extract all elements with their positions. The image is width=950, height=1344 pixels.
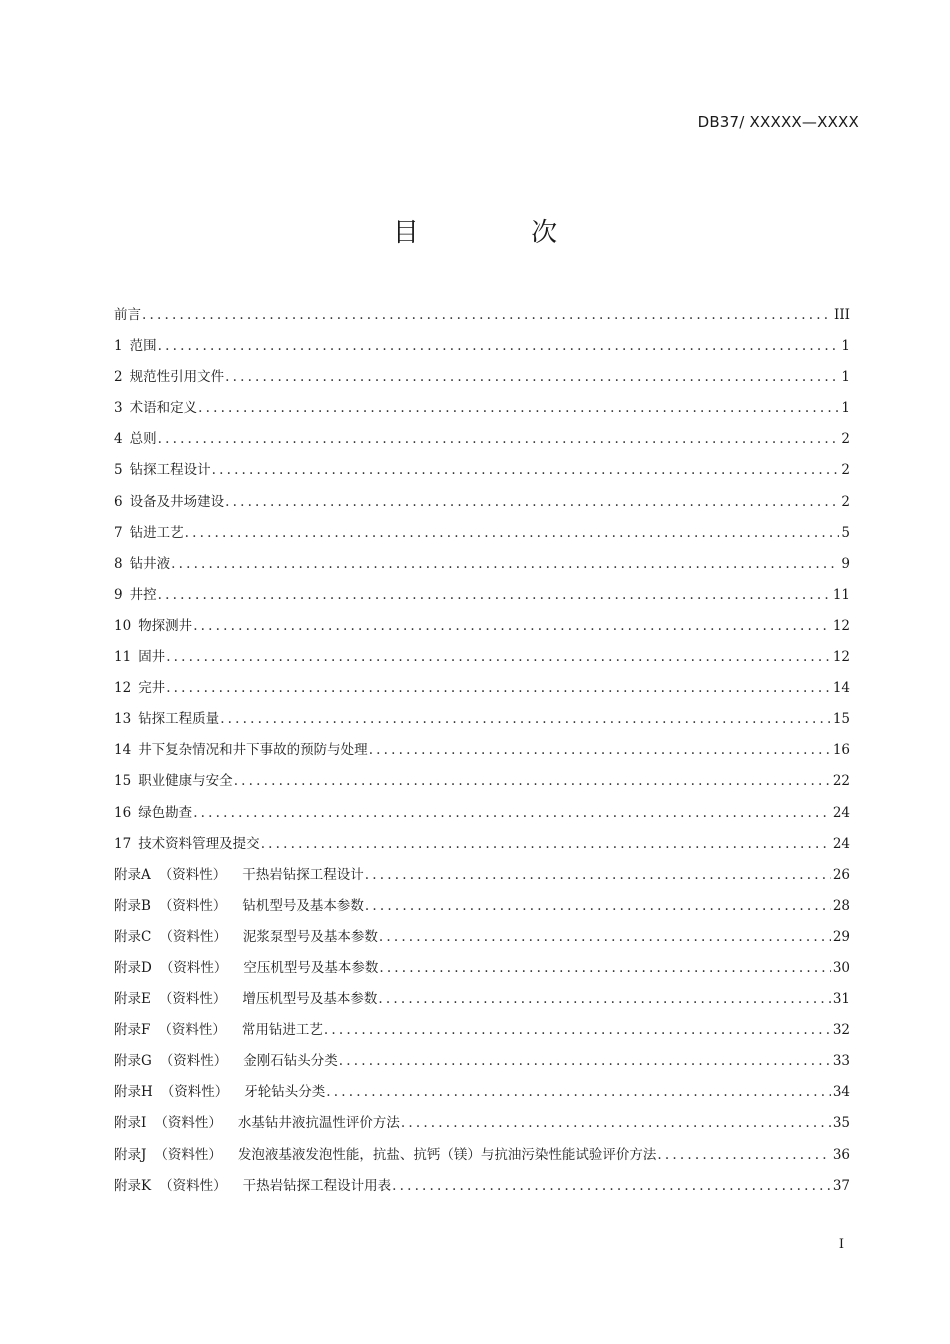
toc-entry-number: 4 [114, 431, 123, 448]
toc-leader-dots [171, 549, 839, 580]
toc-entry-page: 31 [832, 991, 850, 1008]
toc-entry-page: 12 [832, 649, 850, 666]
toc-leader-dots [365, 860, 831, 891]
toc-entry-page: 16 [832, 742, 850, 759]
toc-entry-number: 附录C [114, 928, 152, 945]
toc-entry-number: 6 [114, 493, 123, 510]
toc-entry-page: 12 [832, 617, 850, 634]
toc-entry[interactable] [114, 580, 850, 611]
toc-entry-number: 附录E [114, 991, 151, 1008]
toc-leader-dots [369, 735, 831, 766]
toc-entry-label: 发泡液基液发泡性能，抗盐、抗钙（镁）与抗油污染性能试验评价方法 [237, 1146, 657, 1163]
toc-entry-number: 14 [114, 742, 132, 759]
toc-leader-dots [392, 1171, 831, 1202]
toc-appendix-type: （资料性） [159, 1177, 227, 1194]
toc-entry-page: 22 [832, 773, 850, 790]
toc-appendix-type: （资料性） [158, 897, 227, 914]
toc-entry-page: 26 [832, 866, 850, 883]
toc-appendix-type: （资料性） [158, 866, 227, 883]
toc-entry[interactable] [114, 1140, 850, 1171]
toc-entry[interactable] [114, 362, 850, 393]
toc-leader-dots [401, 1108, 831, 1139]
toc-entry-page: 14 [832, 680, 850, 697]
toc-entry-page: 37 [832, 1177, 850, 1194]
toc-entry-page: 2 [841, 431, 850, 448]
toc-leader-dots [234, 766, 831, 797]
toc-entry-label: 金刚石钻头分类 [243, 1053, 338, 1070]
toc-leader-dots [365, 891, 831, 922]
toc-entry[interactable] [114, 829, 850, 860]
toc-entry[interactable] [114, 798, 850, 829]
toc-entry-label: 物探测井 [138, 617, 193, 634]
document-code: DB37/ XXXXX—XXXX [697, 113, 859, 131]
toc-entry[interactable] [114, 331, 850, 362]
toc-entry-page: 28 [832, 897, 850, 914]
toc-entry-label: 钻机型号及基本参数 [242, 897, 364, 914]
toc-appendix-type: （资料性） [154, 1146, 222, 1163]
toc-leader-dots [378, 984, 830, 1015]
toc-entry-number: 17 [114, 835, 132, 852]
toc-entry-label: 钻探工程设计 [129, 462, 211, 479]
toc-entry-label: 常用钻进工艺 [241, 1022, 323, 1039]
toc-entry-number: 附录B [114, 897, 151, 914]
toc-leader-dots [185, 518, 840, 549]
toc-entry[interactable] [114, 455, 850, 486]
toc-entry[interactable] [114, 766, 850, 797]
toc-entry-label: 牙轮钻头分类 [244, 1084, 326, 1101]
toc-leader-dots [379, 953, 830, 984]
toc-entry-label: 增压机型号及基本参数 [242, 991, 378, 1008]
toc-entry-label: 水基钻井液抗温性评价方法 [237, 1115, 400, 1132]
toc-entry-label: 范围 [129, 338, 157, 355]
toc-leader-dots [324, 1015, 831, 1046]
toc-leader-dots [379, 922, 831, 953]
toc-entry-label: 空压机型号及基本参数 [243, 959, 379, 976]
toc-leader-dots [142, 300, 832, 331]
toc-entry-page: 9 [841, 555, 850, 572]
toc-entry-number: 15 [114, 773, 132, 790]
toc-entry-number: 1 [114, 338, 123, 355]
toc-entry-label: 总则 [129, 431, 157, 448]
toc-leader-dots [158, 424, 840, 455]
toc-entry[interactable] [114, 984, 850, 1015]
toc-entry-page: 24 [832, 804, 850, 821]
toc-entry-label: 设备及井场建设 [129, 493, 225, 510]
toc-entry[interactable] [114, 891, 850, 922]
toc-entry-label: 完井 [138, 680, 166, 697]
toc-appendix-type: （资料性） [159, 1053, 228, 1070]
toc-entry-number: 3 [114, 400, 123, 417]
toc-entry[interactable] [114, 300, 850, 331]
toc-entry[interactable] [114, 393, 850, 424]
toc-entry-page: 2 [841, 462, 850, 479]
toc-appendix-type: （资料性） [160, 1084, 229, 1101]
toc-leader-dots [158, 580, 831, 611]
toc-leader-dots [339, 1046, 831, 1077]
toc-entry-number: 7 [114, 524, 123, 541]
toc-entry-number: 2 [114, 369, 123, 386]
toc-entry-page: 29 [832, 928, 850, 945]
toc-entry-number: 附录J [114, 1146, 147, 1163]
toc-entry-page: 36 [832, 1146, 850, 1163]
toc-leader-dots [166, 642, 831, 673]
toc-entry-page: 15 [832, 711, 850, 728]
toc-entry[interactable] [114, 642, 850, 673]
toc-entry[interactable] [114, 735, 850, 766]
toc-entry-label: 规范性引用文件 [129, 369, 225, 386]
toc-entry-number: 附录F [114, 1022, 151, 1039]
toc-entry[interactable] [114, 953, 850, 984]
toc-leader-dots [657, 1140, 830, 1171]
toc-entry-page: 2 [841, 493, 850, 510]
toc-entry-label: 干热岩钻探工程设计 [242, 866, 364, 883]
toc-entry-label: 干热岩钻探工程设计用表 [242, 1177, 392, 1194]
toc-entry-label: 井下复杂情况和井下事故的预防与处理 [138, 742, 368, 759]
page-number: I [838, 1237, 844, 1252]
toc-entry-page: 1 [841, 369, 850, 386]
toc-entry-label: 井控 [129, 586, 157, 603]
toc-appendix-type: （资料性） [154, 1115, 222, 1132]
toc-leader-dots [225, 362, 839, 393]
toc-entry-number: 附录A [114, 866, 151, 883]
toc-appendix-type: （资料性） [158, 991, 227, 1008]
table-of-contents [114, 300, 850, 1202]
toc-entry-page: 11 [832, 586, 850, 603]
toc-entry[interactable] [114, 860, 850, 891]
toc-entry[interactable] [114, 518, 850, 549]
toc-entry-label: 职业健康与安全 [138, 773, 233, 790]
toc-title: 目 次 [392, 218, 610, 248]
toc-entry-number: 16 [114, 804, 132, 821]
toc-entry-page: 35 [832, 1115, 850, 1132]
toc-entry[interactable] [114, 673, 850, 704]
toc-entry-number: 附录G [114, 1053, 152, 1070]
toc-entry-number: 附录I [114, 1115, 147, 1132]
toc-entry[interactable] [114, 704, 850, 735]
toc-leader-dots [158, 331, 840, 362]
toc-appendix-type: （资料性） [159, 928, 227, 945]
toc-entry[interactable] [114, 549, 850, 580]
toc-leader-dots [193, 798, 831, 829]
toc-entry[interactable] [114, 1077, 850, 1108]
toc-entry[interactable] [114, 922, 850, 953]
toc-appendix-type: （资料性） [159, 959, 228, 976]
toc-entry-number: 11 [114, 649, 132, 666]
toc-leader-dots [220, 704, 831, 735]
toc-entry-page: 30 [832, 959, 850, 976]
toc-entry[interactable] [114, 611, 850, 642]
toc-entry[interactable] [114, 424, 850, 455]
toc-leader-dots [225, 487, 839, 518]
toc-entry-number: 附录D [114, 959, 152, 976]
toc-leader-dots [326, 1077, 831, 1108]
toc-appendix-type: （资料性） [158, 1022, 226, 1039]
toc-entry-label: 钻进工艺 [129, 524, 184, 541]
toc-entry-page: 33 [832, 1053, 850, 1070]
toc-entry[interactable] [114, 487, 850, 518]
toc-entry-label: 钻探工程质量 [138, 711, 220, 728]
toc-entry-page: 34 [832, 1084, 850, 1101]
toc-entry-label: 固井 [138, 649, 166, 666]
toc-entry-label: 钻井液 [129, 555, 171, 572]
toc-entry-page: 32 [832, 1022, 850, 1039]
toc-entry-page: 24 [832, 835, 850, 852]
toc-entry-number: 10 [114, 617, 132, 634]
toc-entry-page: III [834, 307, 850, 323]
toc-entry-number: 8 [114, 555, 123, 572]
toc-entry[interactable] [114, 1046, 850, 1077]
toc-entry-label: 绿色勘查 [138, 804, 193, 821]
toc-entry-number: 13 [114, 711, 132, 728]
toc-entry-page: 1 [841, 338, 850, 355]
toc-leader-dots [198, 393, 839, 424]
toc-leader-dots [166, 673, 831, 704]
toc-entry-number: 12 [114, 680, 132, 697]
toc-entry[interactable] [114, 1015, 850, 1046]
toc-entry-number: 附录H [114, 1084, 153, 1101]
toc-entry[interactable] [114, 1108, 850, 1139]
toc-entry-label: 泥浆泵型号及基本参数 [242, 928, 378, 945]
toc-entry-page: 1 [841, 400, 850, 417]
toc-leader-dots [193, 611, 831, 642]
toc-entry-label: 术语和定义 [129, 400, 198, 417]
toc-entry-number: 9 [114, 586, 123, 603]
toc-entry-page: 5 [841, 524, 850, 541]
toc-leader-dots [261, 829, 831, 860]
toc-entry-number: 附录K [114, 1177, 152, 1194]
toc-entry[interactable] [114, 1171, 850, 1202]
toc-leader-dots [212, 455, 840, 486]
toc-entry-number: 5 [114, 462, 123, 479]
toc-entry-label: 前言 [114, 307, 141, 323]
toc-entry-label: 技术资料管理及提交 [138, 835, 260, 852]
